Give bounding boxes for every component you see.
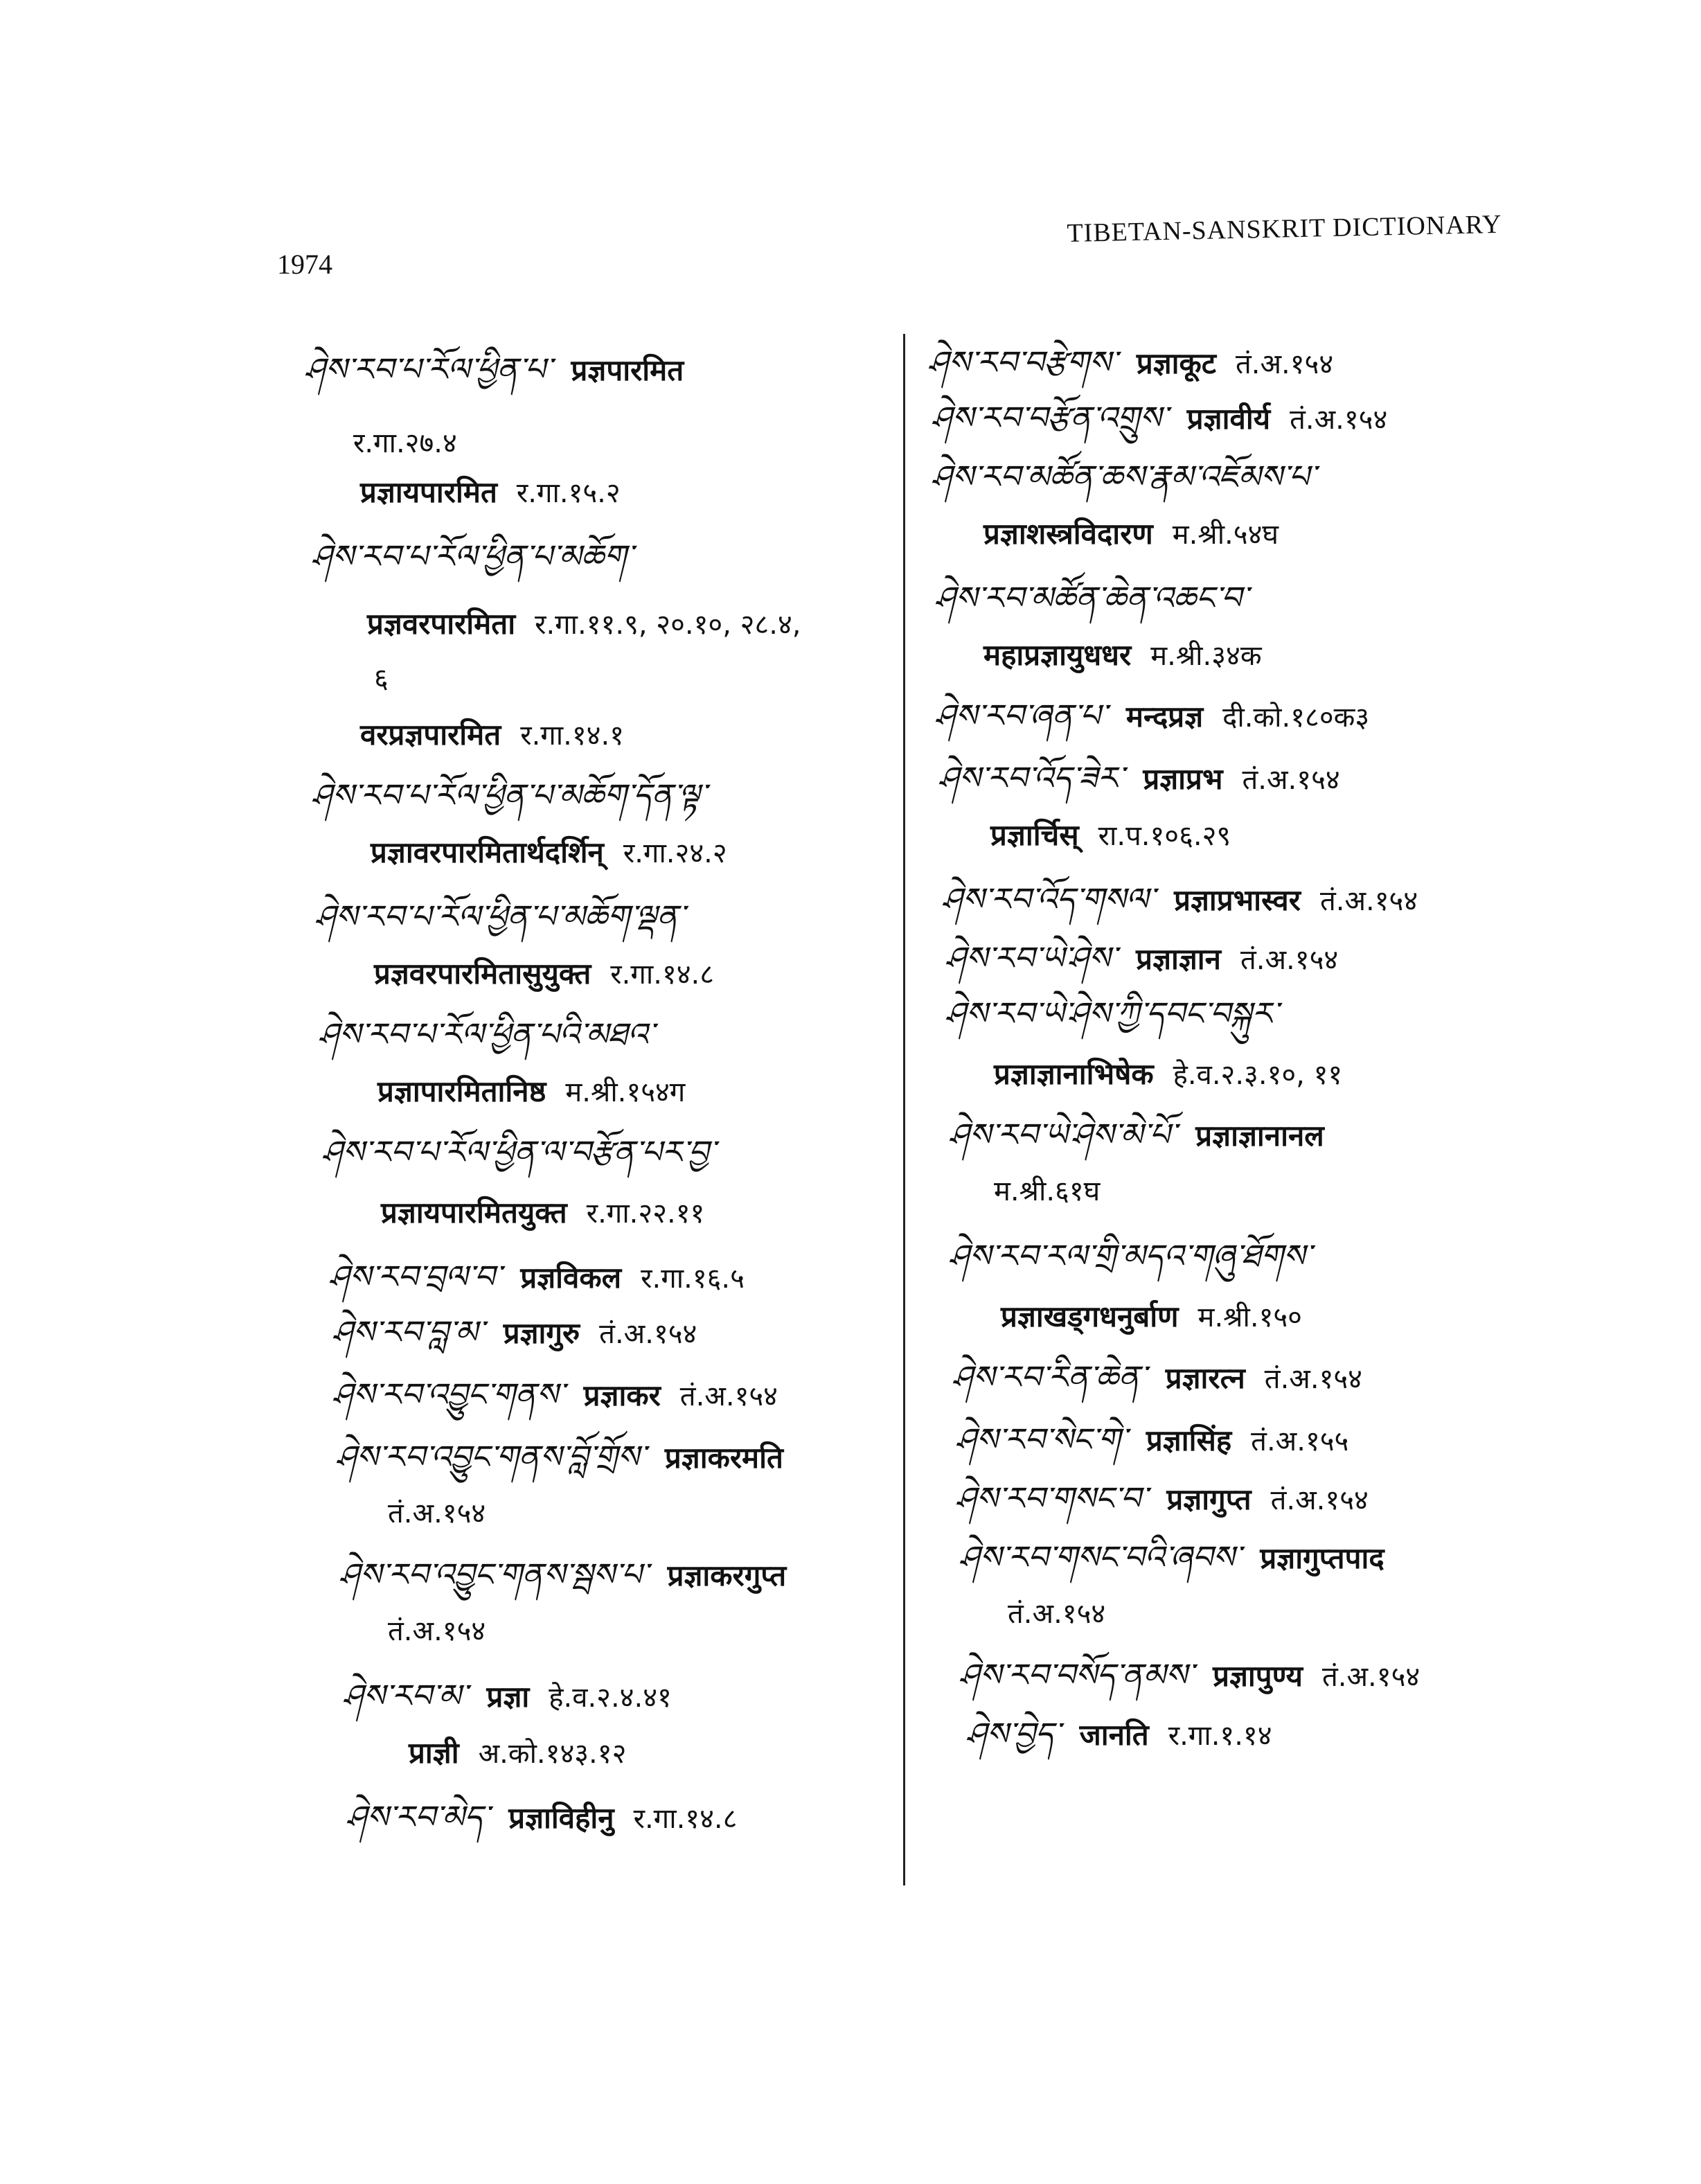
reference: तं.अ.१५४ [1321, 1661, 1421, 1693]
entry-line [949, 1116, 1324, 1153]
entry-line [938, 759, 1340, 797]
sanskrit-term: प्रज्ञाज्ञान [1136, 942, 1221, 976]
tibetan-term: ཤེས་རབ་ཞན་པ་ [935, 697, 1107, 734]
entry-line [353, 429, 457, 457]
entry-line [1001, 1299, 1302, 1333]
tibetan-term: ཤེས་རབ་མ་ [343, 1677, 467, 1714]
reference: तं.अ.१५४ [388, 1498, 486, 1529]
entry-line [990, 818, 1231, 852]
sanskrit-term: प्रज्ञाज्ञानाभिषेक [994, 1057, 1154, 1091]
sanskrit-term: प्रज्ञागुप्तपाद [1260, 1541, 1384, 1575]
sanskrit-term: प्रज्ञाकरमति [664, 1441, 783, 1475]
sanskrit-term: प्रज्ञाशस्त्रविदारण [983, 517, 1153, 551]
entry-line [312, 776, 706, 814]
entry-line [336, 1438, 783, 1475]
entry-line [343, 1677, 672, 1714]
sanskrit-term: प्रज्ञासिंह [1146, 1423, 1232, 1457]
sanskrit-term: प्रज्ञागुरु [503, 1316, 580, 1350]
entry-line [928, 344, 1334, 381]
tibetan-term: ཤེས་རབ་བླ་མ་ [332, 1313, 484, 1351]
entry-line [409, 1736, 627, 1770]
entry-line [315, 898, 685, 935]
reference: तं.अ.१५४ [388, 1615, 486, 1647]
tibetan-term: ཤེས་རབ་བརྩེགས་ [928, 344, 1117, 381]
entry-line [959, 1656, 1421, 1694]
tibetan-term: ཤེས་རབ་མཚོན་ཆེན་འཆང་བ་ [935, 579, 1248, 616]
tibetan-term: ཤེས་རབ་འབྱུང་གནས་ [332, 1376, 564, 1413]
entry-line [360, 475, 621, 509]
entry-line [935, 579, 1248, 616]
reference: हे.व.२.३.१०, ११ [1173, 1059, 1343, 1091]
entry-line [983, 517, 1279, 551]
sanskrit-term: प्राज्ञी [409, 1736, 459, 1770]
tibetan-term: ཤེས་རབ་པ་རོལ་ཕྱིན་པ་ [305, 350, 552, 388]
sanskrit-term: प्रज्ञावीर्य [1186, 402, 1271, 436]
entry-line [360, 718, 624, 752]
sanskrit-term: प्रज्ञार्चिस् [990, 818, 1079, 852]
reference: र.गा.१४.८ [633, 1803, 738, 1835]
reference: तं.अ.१५४ [1008, 1598, 1106, 1630]
reference: र.गा.१४.८ [610, 959, 715, 991]
entry-line [945, 939, 1339, 977]
entry-line [959, 1538, 1384, 1576]
reference: र.गा.१६.५ [641, 1263, 745, 1295]
tibetan-term: ཤེས་རབ་མེད་ [346, 1798, 490, 1836]
reference: र.गा.१.१४ [1168, 1720, 1272, 1752]
entry-line [1008, 1600, 1105, 1628]
sanskrit-term: प्रज्ञाकरगुप्त [667, 1559, 787, 1592]
reference: र.गा.१५.२ [516, 477, 621, 509]
sanskrit-term: प्रज्ञावरपारमितार्थदर्शिन् [371, 835, 604, 869]
entry-line [932, 399, 1388, 436]
reference: अ.को.१४३.१२ [478, 1738, 627, 1770]
reference: म.श्री.३४क [1150, 640, 1262, 672]
tibetan-term: ཤེས་རབ་བསོད་ནམས་ [959, 1656, 1194, 1694]
sanskrit-term: जानति [1079, 1718, 1149, 1752]
tibetan-term: ཤེས་རབ་འོད་གསལ་ [942, 880, 1155, 918]
sanskrit-term: प्रज्ञविकल [520, 1261, 622, 1295]
entry-line [332, 1313, 697, 1351]
entry-line [942, 880, 1418, 918]
sanskrit-term: प्रज्ञापारमितानिष्ठ [377, 1074, 546, 1108]
sanskrit-term: प्रज्ञाकूट [1136, 346, 1216, 380]
tibetan-term: ཤེས་བྱེད་ [966, 1715, 1060, 1752]
reference: म.श्री.१५० [1197, 1302, 1302, 1333]
sanskrit-term: वरप्रज्ञपारमित [360, 718, 501, 752]
reference: र.गा.११.९, २०.१०, २८.४, [535, 609, 801, 641]
entry-line [966, 1715, 1272, 1752]
sanskrit-term: प्रज्ञारत्न [1165, 1361, 1245, 1395]
tibetan-term: ཤེས་རབ་འབྱུང་གནས་སྦས་པ་ [339, 1556, 648, 1593]
entry-line [377, 1074, 686, 1108]
entry-line [374, 957, 715, 991]
reference: तं.अ.१५४ [1242, 764, 1340, 796]
tibetan-term: ཤེས་རབ་ཡེ་ཤེས་ [945, 939, 1117, 977]
reference: हे.व.२.४.४१ [549, 1682, 672, 1714]
tibetan-term: ཤེས་རབ་རལ་གྲི་མདའ་གཞུ་ཐོགས་ [949, 1237, 1312, 1275]
column-rule [903, 334, 905, 1885]
reference: तं.अ.१५४ [1319, 885, 1418, 917]
tibetan-term: ཤེས་རབ་པ་རོལ་ཕྱིན་པ་མཆོག་ [312, 538, 633, 575]
entry-line [374, 665, 389, 693]
running-head: TIBETAN-SANSKRIT DICTIONARY [1067, 209, 1502, 248]
entry-line [305, 350, 684, 388]
entry-line [388, 1617, 486, 1645]
tibetan-term: ཤེས་རབ་མཚོན་ཆས་རྣམ་འཇོམས་པ་ [932, 458, 1316, 495]
sanskrit-term: प्रज्ञा [486, 1680, 530, 1714]
reference: तं.अ.१५४ [1240, 944, 1339, 976]
reference: तं.अ.१५४ [679, 1380, 778, 1412]
sanskrit-term: मन्दप्रज्ञ [1125, 700, 1204, 734]
sanskrit-term: प्रज्ञाविहीनु [508, 1801, 614, 1835]
sanskrit-term: प्रज्ञवरपारमिता [367, 607, 516, 641]
reference: र.गा.२२.११ [586, 1198, 705, 1229]
entry-line [994, 1175, 1101, 1207]
entry-line [388, 1500, 486, 1527]
tibetan-term: ཤེས་རབ་འབྱུང་གནས་བློ་གྲོས་ [336, 1438, 645, 1475]
entry-line [952, 1358, 1362, 1396]
entry-line [932, 458, 1316, 495]
entry-line [322, 1133, 715, 1171]
entry-line [935, 697, 1370, 734]
tibetan-term: ཤེས་རབ་ཡེ་ཤེས་མེ་པོ་ [949, 1116, 1177, 1153]
entry-line [319, 1015, 654, 1053]
tibetan-term: ཤེས་རབ་པ་རོལ་ཕྱིན་པ་མཆོག་ལྡན་ [315, 898, 685, 935]
reference: दी.को.१८०क३ [1222, 702, 1370, 734]
tibetan-term: ཤེས་རབ་པ་རོལ་ཕྱིན་ལ་བརྩོན་པར་བྱ་ [322, 1133, 715, 1171]
reference: र.गा.१४.१ [520, 720, 624, 752]
reference: म.श्री.१५४ग [565, 1076, 686, 1108]
sanskrit-term: प्रज्ञाकर [583, 1378, 661, 1412]
entry-line [312, 538, 633, 575]
reference: तं.अ.१५५ [1251, 1426, 1349, 1457]
entry-line [381, 1198, 704, 1227]
sanskrit-term: प्रज्ञवरपारमितासुयुक्त [374, 957, 591, 991]
tibetan-term: ཤེས་རབ་གསང་བའི་ཞབས་ [959, 1538, 1241, 1576]
entry-line [945, 995, 1279, 1032]
tibetan-term: ཤེས་རབ་གསང་བ་ [956, 1480, 1148, 1517]
sanskrit-term: महाप्रज्ञायुधधर [983, 638, 1132, 672]
tibetan-term: ཤེས་རབ་ཡེ་ཤེས་ཀྱི་དབང་བསྐུར་ [945, 995, 1279, 1032]
reference: तं.अ.१५४ [1290, 404, 1388, 436]
tibetan-term: ཤེས་རབ་པ་རོལ་ཕྱིན་པ་མཆོག་དོན་ལྟ་ [312, 776, 706, 814]
entry-line [371, 835, 727, 869]
reference: म.श्री.६१घ [994, 1175, 1101, 1207]
tibetan-term: ཤེས་རབ་འོད་ཟེར་ [938, 759, 1124, 797]
sanskrit-term: प्रज्ञागुप्त [1166, 1482, 1252, 1516]
entry-line [346, 1798, 738, 1836]
tibetan-term: ཤེས་རབ་པ་རོལ་ཕྱིན་པའི་མཐའ་ [319, 1015, 654, 1053]
tibetan-term: ཤེས་རབ་རིན་ཆེན་ [952, 1358, 1146, 1396]
sanskrit-term: प्रज्ञायपारमितयुक्त [381, 1196, 567, 1229]
sanskrit-term: प्रज्ञाप्रभास्वर [1174, 883, 1301, 917]
reference: तं.अ.१५४ [599, 1318, 697, 1350]
tibetan-term: ཤེས་རབ་བྲལ་བ་ [329, 1258, 501, 1295]
entry-line [367, 607, 801, 641]
reference: र.गा.२४.२ [623, 837, 727, 869]
reference: म.श्री.५४घ [1172, 519, 1279, 551]
sanskrit-term: प्रज्ञपारमित [571, 353, 684, 387]
reference: तं.अ.१५४ [1270, 1484, 1369, 1516]
entry-line [332, 1376, 778, 1413]
sanskrit-term: प्रज्ञापुण्य [1213, 1659, 1303, 1693]
reference: ६ [374, 663, 389, 695]
sanskrit-term: प्रज्ञाज्ञानानल [1195, 1119, 1324, 1153]
page-number: 1974 [277, 249, 332, 280]
reference: र.गा.२७.४ [353, 427, 457, 459]
reference: रा.प.१०६.२९ [1098, 820, 1231, 852]
sanskrit-term: प्रज्ञाखड्गधनुर्बाण [1001, 1299, 1179, 1333]
entry-line [949, 1237, 1312, 1275]
reference: तं.अ.१५४ [1264, 1363, 1362, 1395]
reference: तं.अ.१५४ [1235, 348, 1334, 380]
tibetan-term: ཤེས་རབ་བརྩོན་འགྲུས་ [932, 399, 1168, 436]
sanskrit-term: प्रज्ञाप्रभ [1143, 762, 1223, 796]
entry-line [994, 1057, 1343, 1091]
entry-line [956, 1480, 1369, 1517]
entry-line [329, 1258, 745, 1295]
entry-line [983, 638, 1262, 672]
tibetan-term: ཤེས་རབ་སེང་གེ་ [956, 1421, 1127, 1458]
sanskrit-term: प्रज्ञायपारमित [360, 475, 497, 509]
entry-line [956, 1421, 1349, 1458]
entry-line [339, 1556, 787, 1593]
